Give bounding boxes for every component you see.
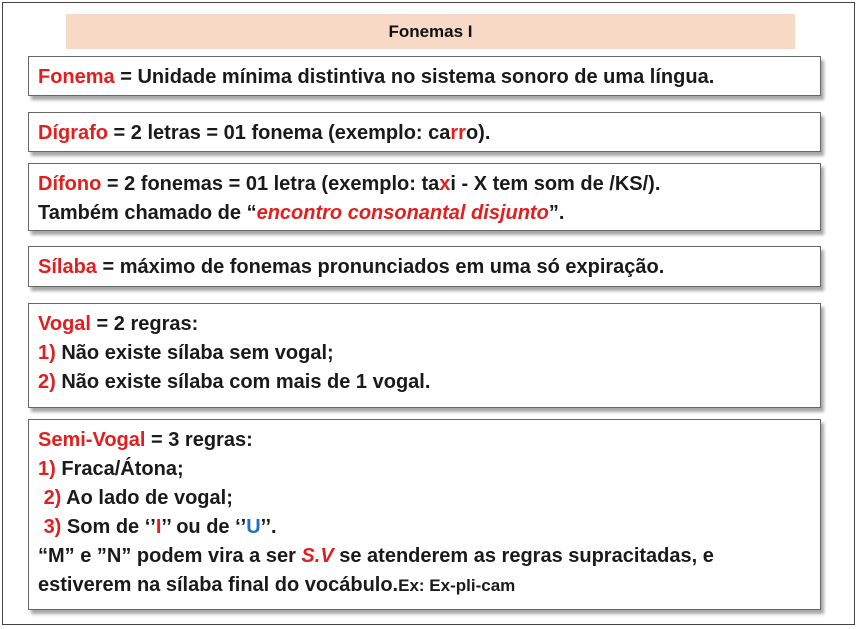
difono-line-2: [38, 199, 811, 228]
digrafo-definition-a: = 2 letras = 01 fonema (exemplo: ca: [108, 122, 451, 144]
vogal-card: [28, 303, 821, 408]
difono-line1-b: i - X tem som de /KS/).: [450, 173, 661, 195]
difono-card: [28, 163, 821, 231]
vogal-rule-num: 2): [38, 371, 56, 393]
semivogal-letter-u: U: [246, 516, 261, 538]
semivogal-term: Semi-Vogal: [38, 429, 146, 451]
digrafo-highlight: rr: [450, 122, 466, 144]
semivogal-rule-3: [38, 513, 811, 542]
semivogal-note-a: “M” e ”N” podem vira a ser: [38, 545, 302, 567]
semivogal-rule-num: 2): [43, 487, 62, 509]
semivogal-rule3-a: Som de ‘’: [61, 516, 156, 538]
semivogal-note-line-2: [38, 571, 811, 600]
semivogal-sv-term: S.V: [301, 545, 334, 567]
difono-line1-a: = 2 fonemas = 01 letra (exemplo: ta: [101, 173, 440, 195]
vogal-rule-text: Não existe sílaba com mais de 1 vogal.: [55, 371, 431, 393]
vogal-rule: [38, 339, 811, 368]
vogal-header: [38, 310, 811, 339]
digrafo-card: [28, 112, 821, 152]
fonema-card: [28, 56, 821, 96]
page-title-text: Fonemas I: [388, 21, 473, 41]
semivogal-note-line2: estiverem na sílaba final do vocábulo.: [38, 574, 399, 596]
vogal-rule: [38, 368, 811, 397]
silaba-card: [28, 246, 821, 287]
page-title: [66, 14, 795, 49]
semivogal-rule3-b: ’’ ou de ‘’: [161, 516, 247, 538]
vogal-rule-text: Não existe sílaba sem vogal;: [55, 342, 334, 364]
difono-line-1: [38, 170, 811, 199]
semivogal-rule-text: Fraca/Átona;: [55, 458, 184, 480]
semivogal-example: Ex: Ex-pli-cam: [398, 576, 516, 595]
semivogal-rule-2: [38, 484, 811, 513]
difono-term: Dífono: [38, 173, 102, 195]
semivogal-rule-1: [38, 455, 811, 484]
semivogal-header-rest: = 3 regras:: [145, 429, 253, 451]
semivogal-header: [38, 426, 811, 455]
difono-line2-b: ”.: [548, 202, 565, 224]
fonema-definition: = Unidade mínima distintiva no sistema sonoro de uma língua.: [114, 66, 715, 88]
vogal-rule-num: 1): [38, 342, 56, 364]
semivogal-note-b: se atenderem as regras supracitadas, e: [333, 545, 714, 567]
semivogal-rule-num: 3): [43, 516, 62, 538]
semivogal-rule-num: 1): [38, 458, 56, 480]
semivogal-rule3-c: ’’.: [260, 516, 277, 538]
difono-line2-a: Também chamado de “: [38, 202, 257, 224]
semivogal-rule-text: Ao lado de vogal;: [61, 487, 233, 509]
vogal-header-rest: = 2 regras:: [90, 313, 199, 335]
silaba-definition: = máximo de fonemas pronunciados em uma só expiração.: [96, 256, 665, 278]
fonema-term: Fonema: [38, 66, 115, 88]
digrafo-definition-b: o).: [465, 122, 491, 144]
semivogal-note-line-1: [38, 542, 811, 571]
semivogal-letter-i: I: [155, 516, 162, 538]
difono-alias: encontro consonantal disjunto: [256, 202, 549, 224]
difono-highlight: x: [439, 173, 451, 195]
silaba-term: Sílaba: [38, 256, 97, 278]
vogal-term: Vogal: [38, 313, 91, 335]
digrafo-term: Dígrafo: [38, 122, 108, 144]
semivogal-card: [28, 419, 821, 610]
